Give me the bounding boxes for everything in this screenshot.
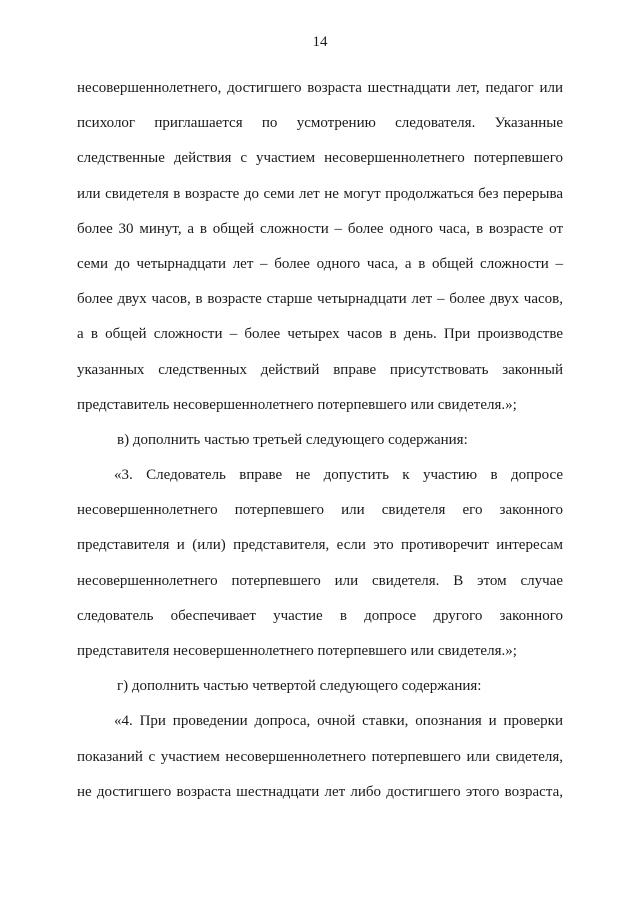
text-line: представителя несовершеннолетнего потерпевшего или свидетеля.»; <box>77 643 517 659</box>
text-line: «3. Следователь вправе не допустить к участию в допросе <box>114 467 563 484</box>
text-line: несовершеннолетнего потерпевшего или свидетеля. В этом случае <box>77 572 563 589</box>
text-line: представитель несовершеннолетнего потерпевшего или свидетеля.»; <box>77 396 517 413</box>
text-line: следователь обеспечивает участие в допросе другого законного <box>77 607 563 624</box>
text-line: несовершеннолетнего потерпевшего или свидетеля его законного <box>77 502 563 519</box>
text-line: семи до четырнадцати лет – более одного часа, а в общей сложности – <box>77 255 563 272</box>
text-line: представителя и (или) представителя, если это противоречит интересам <box>77 537 563 554</box>
text-line: а в общей сложности – более четырех часов в день. При производстве <box>77 326 563 343</box>
text-line: более двух часов, в возрасте старше четырнадцати лет – более двух часов, <box>77 291 563 308</box>
text-line: более 30 минут, а в общей сложности – более одного часа, в возрасте от <box>77 220 563 237</box>
text-line: показаний с участием несовершеннолетнего потерпевшего или свидетеля, <box>77 748 563 765</box>
list-item-heading: в) дополнить частью третьей следующего содержания: <box>117 431 468 448</box>
text-line: не достигшего возраста шестнадцати лет либо достигшего этого возраста, <box>77 783 563 800</box>
document-body <box>77 71 563 810</box>
list-item-heading: г) дополнить частью четвертой следующего содержания: <box>117 678 482 695</box>
text-line: указанных следственных действий вправе присутствовать законный <box>77 361 563 378</box>
page-number: 14 <box>312 34 328 50</box>
text-line: несовершеннолетнего, достигшего возраста шестнадцати лет, педагог или <box>77 80 563 96</box>
text-line: «4. При проведении допроса, очной ставки, опознания и проверки <box>114 713 563 730</box>
text-line: следственные действия с участием несовершеннолетнего потерпевшего <box>77 150 563 167</box>
text-line: или свидетеля в возрасте до семи лет не могут продолжаться без перерыва <box>77 185 563 202</box>
text-line: психолог приглашается по усмотрению следователя. Указанные <box>77 115 563 132</box>
